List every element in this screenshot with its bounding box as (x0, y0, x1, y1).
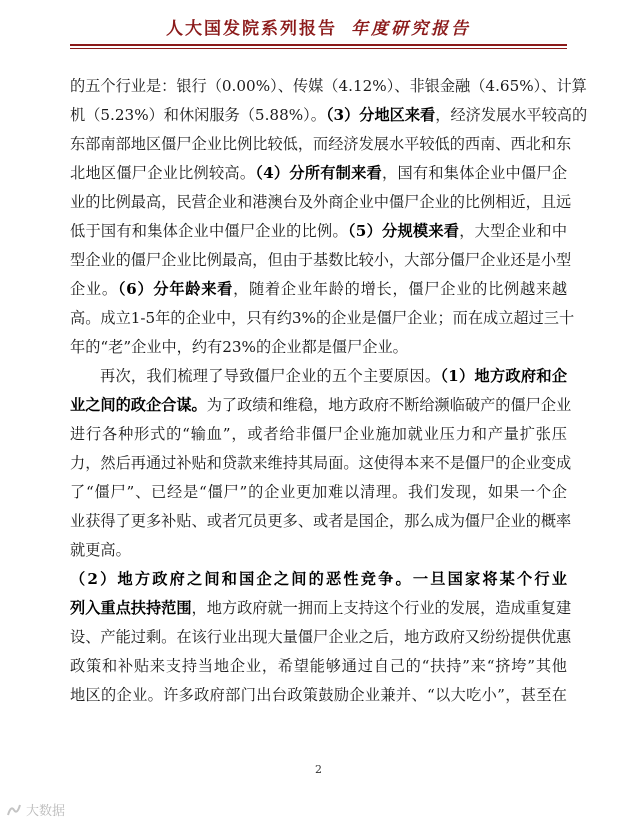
body-text-span: 力，然后再通过补贴和贷款来维持其局面。这使得本来不是僵尸的企业变成 (70, 454, 572, 472)
body-text-span: 设、产能过剩。在该行业出现大量僵尸企业之后，地方政府又纷纷提供优惠 (70, 628, 572, 646)
text-line (70, 246, 572, 275)
page-number: 2 (315, 763, 322, 776)
body-text-span: 东部南部地区僵尸企业比例比较低，而经济发展水平较低的西南、西北和东 (70, 135, 572, 153)
body-text-span: 低于国有和集体企业中僵尸企业的比例。 (70, 222, 348, 240)
watermark-logo-icon (6, 803, 22, 817)
text-line (70, 507, 572, 536)
text-line (70, 449, 572, 478)
bold-heading-text: （4）分所有制来看 (255, 164, 382, 182)
bold-heading-text: （1）地方政府和企 (440, 367, 568, 385)
body-text-span: 型企业的僵尸企业比例最高，但由于基数比较小，大部分僵尸企业还是小型 (70, 251, 572, 269)
body-text-span: 政策和补贴来支持当地企业，希望能够通过自己的“扶持”来“挤垮”其他 (70, 657, 567, 675)
body-text-span: 业获得了更多补贴、或者冗员更多、或者是国企，那么成为僵尸企业的概率 (70, 512, 572, 530)
bold-heading-text: （5）分规模来看 (347, 222, 460, 240)
body-text-span: 北地区僵尸企业比例较高。 (70, 164, 256, 182)
watermark-text: 大数据 (26, 804, 66, 819)
report-header (0, 14, 637, 39)
body-text-span: 再次，我们梳理了导致僵尸企业的五个主要原因。 (100, 367, 441, 385)
text-line (70, 594, 572, 623)
text-line (70, 652, 567, 681)
text-line (70, 623, 572, 652)
body-text-span: ，经济发展水平较高的 (435, 106, 588, 124)
text-line (70, 188, 572, 217)
text-line (70, 217, 567, 246)
text-line (70, 275, 567, 304)
text-line (70, 565, 567, 594)
text-line (70, 72, 587, 101)
text-line (70, 159, 567, 188)
body-text-span: 高。成立1-5年的企业中，只有约3%的企业是僵尸企业；而在成立超过三十 (70, 309, 575, 327)
body-text-span: ，地方政府就一拥而上支持这个行业的发展，造成重复建 (191, 599, 572, 617)
watermark (6, 800, 65, 819)
text-line (70, 681, 567, 710)
body-text-span: 机（5.23%）和休闲服务（5.88%）。 (70, 106, 326, 124)
body-text-span: ，大型企业和中 (459, 222, 568, 240)
body-text-span: 了“僵尸”、已经是“僵尸”的企业更加难以清理。我们发现，如果一个企 (70, 483, 567, 501)
body-text-span: 为了政绩和维稳，地方政府不断给濒临破产的僵尸企业 (206, 396, 572, 414)
text-line (70, 304, 575, 333)
bold-heading-text: 业之间的政企合谋。 (70, 396, 207, 414)
text-line (70, 362, 567, 391)
body-text-span: ，国有和集体企业中僵尸企 (382, 164, 568, 182)
bold-heading-text: （2）地方政府之间和国企之间的恶性竞争。一旦国家将某个行业 (70, 570, 567, 588)
body-text (70, 72, 588, 710)
text-line (70, 130, 572, 159)
body-text-span: 进行各种形式的“输血”，或者给非僵尸企业施加就业压力和产量扩张压 (70, 425, 567, 443)
header-rule-thin (70, 48, 567, 49)
text-line (70, 101, 588, 130)
body-text-span: 企业。 (70, 280, 118, 298)
bold-heading-text: （6）分年龄来看 (117, 280, 234, 298)
text-line (70, 391, 572, 420)
body-text-span: 就更高。 (70, 541, 131, 559)
text-line (70, 420, 567, 449)
text-line (70, 536, 567, 565)
bold-heading-text: 列入重点扶持范围 (70, 599, 192, 617)
report-series-subtitle: 年度研究报告 (351, 19, 471, 39)
body-text-span: 地区的企业。许多政府部门出台政策鼓励企业兼并、“以大吃小”，甚至在 (70, 686, 567, 704)
bold-heading-text: （3）分地区来看 (325, 106, 436, 124)
body-text-span: 的五个行业是：银行（0.00%）、传媒（4.12%）、非银金融（4.65%）、计算 (70, 77, 587, 95)
header-rule-thick (70, 44, 567, 46)
body-text-span: 业的比例最高，民营企业和港澳台及外商企业中僵尸企业的比例相近，且远 (70, 193, 572, 211)
report-series-title: 人大国发院系列报告 (166, 19, 337, 39)
text-line (70, 478, 567, 507)
body-text-span: ，随着企业年龄的增长，僵尸企业的比例越来越 (233, 280, 568, 298)
body-text-span: 年的“老”企业中，约有23%的企业都是僵尸企业。 (70, 338, 408, 356)
text-line (70, 333, 567, 362)
